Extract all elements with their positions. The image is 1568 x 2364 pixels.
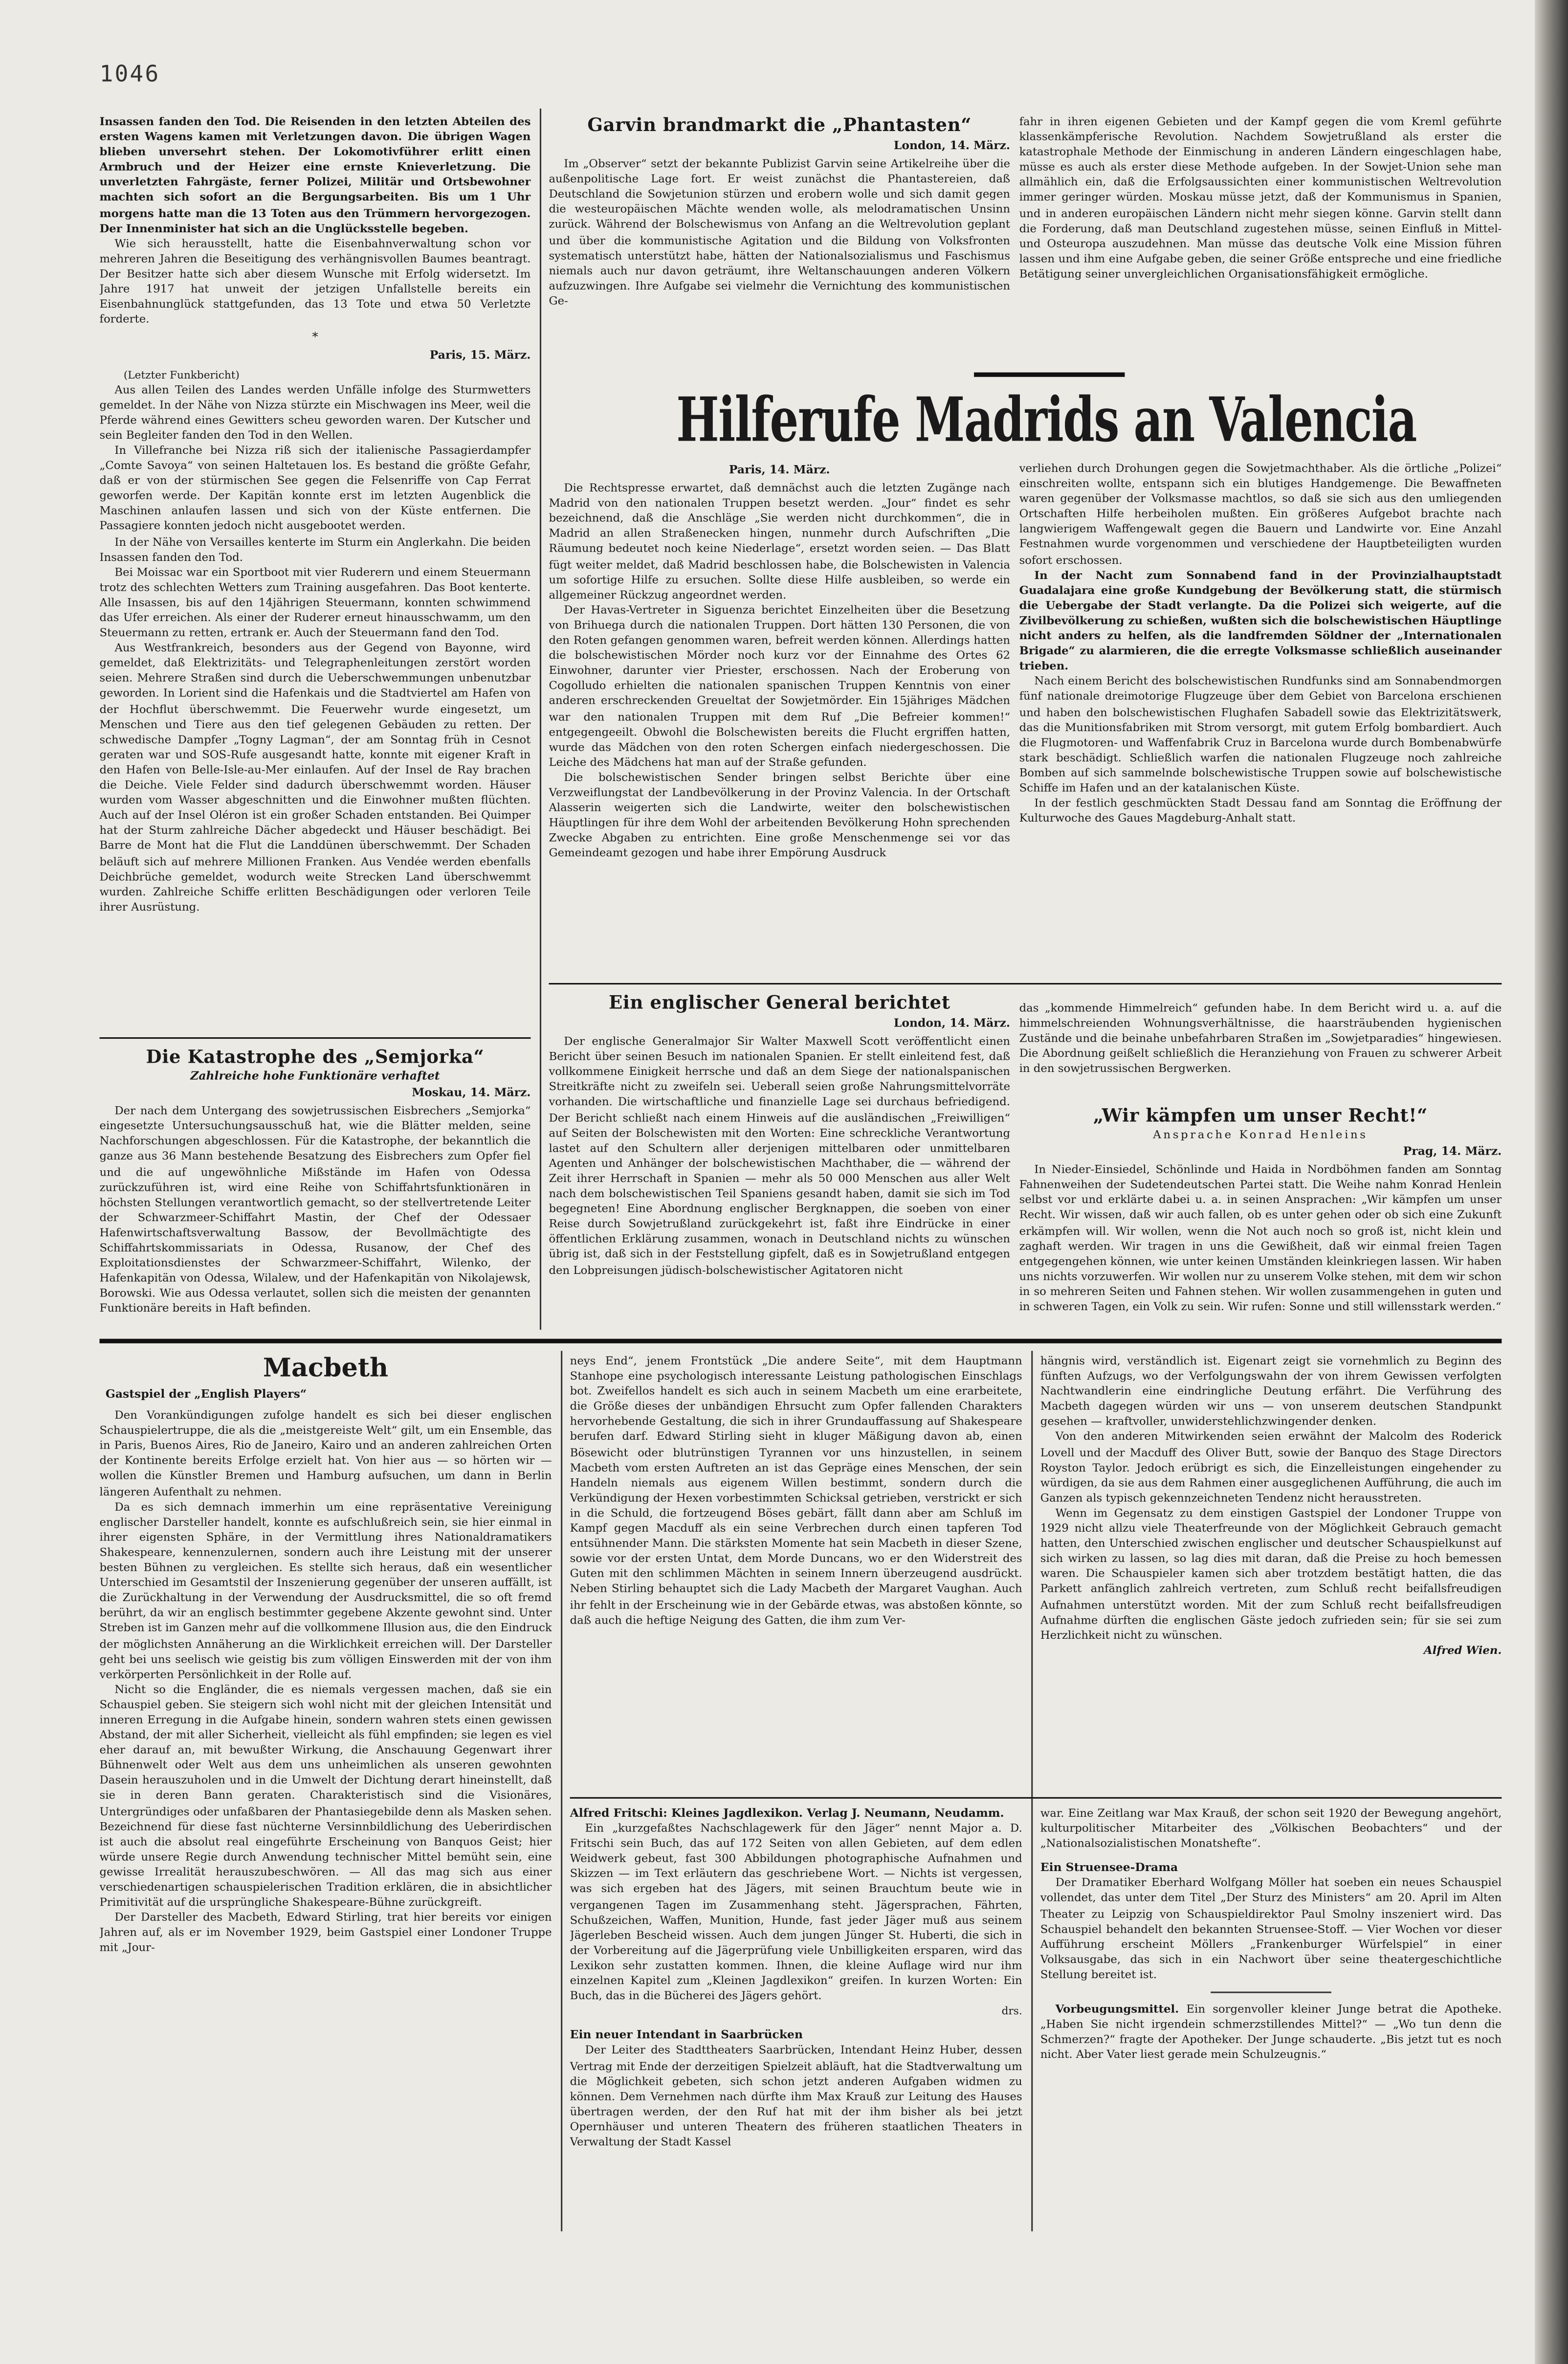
page-edge-shadow	[1535, 0, 1568, 2364]
small-items-column-2	[570, 1806, 1022, 2228]
macbeth-signature: Alfred Wien.	[1423, 1643, 1502, 1657]
garvin-text-continued: fahr in ihren eigenen Gebieten und der Kampf gegen die vom Kreml geführte klassenkämpferische Revolution. Nachdem Sowjetrußland als erster die katastrophale Methode der Einmischung in anderen Ländern eingeschlagen habe, müsse es auch als erster diese Methode aufgeben. In der Sowjet-Union sehe man allmählich ein, daß die Erfolgsaussichten einer kommunistischen Weltrevolution immer geringer würden. Moskau müsse jetzt, daß der Kommunismus in Spanien, und in anderen europäischen Ländern nicht mehr siegen könne. Garvin stellt dann die Forderung, daß man Deutschland zugestehen müsse, seinen Einfluß in Mittel- und Osteuropa auszudehnen. Man müsse das deutsche Volk eine Mission führen lassen und ihm eine Aufgabe geben, die seiner Größe entspreche und eine friedliche Betätigung seiner unvergleichlichen Organisationsfähigkeit ermögliche.	[1019, 114, 1502, 281]
macbeth-paragraph: Da es sich demnach immerhin um eine repräsentative Vereinigung englischer Darsteller handelt, konnte es aufschlußreich sein, sie hier einmal in ihrer eigensten Sphäre, in der Vermittlung ihres Nationaldramatikers Shakespeare, kennenzulernen, sondern auch ihre Leistung mit der unserer besten Bühnen zu vergleichen. Es stellte sich heraus, daß ein wesentlicher Unterschied im Gesamtstil der Inszenierung gegenüber der unseren auffällt, ist die Zurückhaltung in der Verwendung der Ausdrucksmittel, die so oft fremd berührt, da wir an englisch bestimmter gegebene Akzente gewohnt sind. Unter Streben ist im Ganzen mehr auf die vollkommene Illusion aus, die den Eindruck der möglichsten Annäherung an die Wirklichkeit erreichen will. Der Darsteller geht bei uns seelisch wie geistig bis zum völligen Einswerden mit der von ihm verkörperten Persönlichkeit in der Rolle auf.	[99, 1499, 552, 1681]
storm-paragraph: Aus Westfrankreich, besonders aus der Gegend von Bayonne, wird gemeldet, daß Elektrizitäts- und Telegraphenleitungen zerstört worden seien. Mehrere Straßen sind durch die Ueberschwemmungen unbenutzbar geworden. In Lorient sind die Hafenkais und die Stadtviertel am Hafen von der Hochflut überschwemmt. Die Feuerwehr wurde eingesetzt, um Menschen und Tiere aus den tief gelegenen Gebäuden zu retten. Der schwedische Dampfer „Togny Lagman“, der am Sonntag früh in Cesnot geraten war und SOS-Rufe ausgesandt hatte, konnte mit eigener Kraft in den Hafen von Belle-Isle-au-Mer einlaufen. Auf der Insel de Ray brachen die Deiche. Viele Felder sind dadurch überschwemmt worden. Häuser wurden vom Wasser abgeschnitten und die Einwohner mußten flüchten. Auch auf der Insel Oléron ist ein großer Schaden entstanden. Bei Quimper hat der Sturm zahlreiche Dächer abgedeckt und Häuser beschädigt. Bei Barre de Mont hat die Flut die Landdünen überschwemmt. Der Schaden beläuft sich auf mehrere Millionen Franken. Aus Vendée werden ebenfalls Deichbrüche gemeldet, wodurch weite Strecken Land überschwemmt wurden. Zahlreiche Schiffe erlitten Beschädigungen oder verloren Teile ihrer Ausrüstung.	[99, 641, 531, 914]
semjorka-headline: Die Katastrophe des „Semjorka“	[146, 1046, 485, 1068]
semjorka-text: Der nach dem Untergang des sowjetrussischen Eisbrechers „Semjorka“ eingesetzte Untersuchungsausschuß hat, wie die Blätter melden, seine Nachforschungen abgeschlossen. Für die Katastrophe, der bekanntlich die ganze aus 36 Mann bestehende Besatzung des Eisbrechers zum Opfer fiel und die auf ungewöhnliche Mißstände im Hafen von Odessa zurückzuführen ist, wird eine Reihe von Schiffahrtsfunktionären in höchsten Stellungen verantwortlich gemacht, so der stellvertretende Leiter der Schwarzmeer-Schiffahrt Mastin, der Chef der Odessaer Hafenwirtschaftsverwaltung Bassow, der Bevollmächtigte des Schiffahrtskommissariats in Odessa, Rusanow, der Chef des Exploitationsdienstes der Schwarzmeer-Schiffahrt, Wilenko, der Hafenkapitän von Odessa, Wilalew, und der Hafenkapitän von Nikolajewsk, Borowski. Wie aus Odessa verlautet, sollen sich die meisten der genannten Funktionäre bereits in Haft befinden.	[99, 1104, 531, 1316]
general-text-continued: das „kommende Himmelreich“ gefunden habe. In dem Bericht wird u. a. auf die himmelschreienden Wohnungsverhältnisse, die haarsträubenden hygienischen Zustände und die beinahe unbefahrbaren Straßen im „Sowjetparadies“ hingewiesen. Die Abordnung geißelt schließlich die Heranziehung von Frauen zu schwerer Arbeit in den sowjetrussischen Bergwerken.	[1019, 1001, 1502, 1076]
general-text: Der englische Generalmajor Sir Walter Maxwell Scott veröffentlicht einen Bericht über seinen Besuch im nationalen Spanien. Er stellt einleitend fest, daß vollkommene Einigkeit herrsche und daß an dem Siege der nationalspanischen Streitkräfte nicht zu zweifeln sei. Ueberall seien große Nahrungsmittelvorräte vorhanden. Die wirtschaftliche und finanzielle Lage sei durchaus befriedigend. Der Bericht schließt nach einem Hinweis auf die ausländischen „Freiwilligen“ auf Seiten der Bolschewisten mit den Worten: Eine schreckliche Verantwortung lastet auf den Schultern aller derjenigen mittelbaren oder unmittelbaren Agenten und Anhänger der bolschewistischen Machthaber, die — während der Zeit ihrer Herrschaft in Spanien — mehr als 50 000 Menschen aus aller Welt nach dem bolschewistischen Teil Spaniens gesandt haben, damit sie sich im Tod begegneten! Eine Abordnung englischer Bergknappen, die soeben von einer Reise durch Sowjetrußland zurückgekehrt ist, faßt ihre Eindrücke in einer öffentlichen Erklärung zusammen, wonach in Deutschland nichts zu wünschen übrig ist, daß sich in der Feststellung gipfelt, daß es in Sowjetrußland entgegen den Lobpreisungen jüdisch-bolschewistischer Agitatoren nicht	[549, 1034, 1011, 1276]
macbeth-paragraph: Der Darsteller des Macbeth, Edward Stirling, trat hier bereits vor einigen Jahren auf, als er im November 1929, beim Gastspiel einer Londoner Truppe mit „Jour-	[99, 1910, 552, 1955]
garvin-headline: Garvin brandmarkt die „Phantasten“	[587, 114, 972, 136]
vertical-rule	[540, 109, 541, 1330]
radio-report-subline: (Letzter Funkbericht)	[123, 368, 240, 381]
item-divider	[1211, 1992, 1331, 1993]
dateline-london: London, 14. März.	[893, 138, 1011, 153]
henlein-subhead: Ansprache Konrad Henleins	[1153, 1128, 1368, 1141]
macbeth-paragraph: neys End“, jenem Frontstück „Die andere Seite“, mit dem Hauptmann Stanhope eine psychologisch interessante Leistung pathologischen Einschlags bot. Zweifellos handelt es sich auch in seinem Macbeth um eine erarbeitete, die Größe dieses der unbändigen Ehrsucht zum Opfer fallenden Charakters hervorhebende Gestaltung, die sich in ihrer Grundauffassung auf Shakespeare berufen darf. Edward Stirling sieht in kluger Mäßigung davon ab, einen Bösewicht oder blutrünstigen Tyrannen vor uns hinzustellen, in seinem Macbeth vom ersten Auftreten an ist das Gepräge eines Menschen, der sein Handeln niemals aus eigenem Willen bestimmt, sondern durch die Verkündigung der Hexen vorbestimmten Schicksal getrieben, verstrickt er sich in die Schuld, die fortzeugend Böses gebärt, fällt dann aber am Schluß im Kampf gegen Macduff als ein seine Verbrechen durch einen tapferen Tod entsühnender Mann. Die stärksten Momente hat sein Macbeth in dieser Szene, sowie vor der ersten Untat, dem Morde Duncans, wo er den Widerstreit des Guten mit den schlimmen Mächten in seinem Innern überzeugend ausdrückt. Neben Stirling behauptet sich die Lady Macbeth der Margaret Vaughan. Auch ihr fehlt in der Erscheinung wie in der Gebärde etwas, was abstoßen könnte, so daß auch die heftige Neigung des Gatten, die ihm zum Ver-	[570, 1354, 1022, 1627]
column-divider	[100, 1037, 531, 1039]
feuilleton-rule	[100, 1339, 1502, 1343]
dateline-london-general: London, 14. März.	[893, 1016, 1011, 1030]
jagdlexikon-signature: drs.	[1001, 2005, 1022, 2018]
jagdlexikon-text: Ein „kurzgefaßtes Nachschlagewerk für den Jäger“ nennt Major a. D. Fritschi sein Buch, das auf 172 Seiten von allen Gebieten, auf dem edlen Weidwerk gebeut, fast 300 Abbildungen photographische Aufnahmen und Skizzen — im Text erläutern das geschriebene Wort. — Nichts ist vergessen, was sich ergeben hat des Jägers, mit seinen Brauchtum beute wie in vergangenen Tagen im Zusammenhang steht. Jägersprachen, Fährten, Schußzeichen, Waffen, Munition, Hunde, fast jeder Jäger muß aus seinem Jägerleben Bescheid wissen. Auch dem jungen Jünger St. Huberti, die sich in der Vorbereitung auf die Jägerprüfung viele Unbilligkeiten ersparen, wird das Lexikon sehr zustatten kommen. Ihnen, die kleine Auflage wird nur ihm einzelnen Kapitel zum „Kleinen Jagdlexikon“ greifen. In kurzen Worten: Ein Buch, das in die Bücherei des Jägers gehört.	[570, 1821, 1022, 2003]
madrid-paragraph: In der festlich geschmückten Stadt Dessau fand am Sonntag die Eröffnung der Kulturwoche des Gaues Magdeburg-Anhalt statt.	[1019, 796, 1502, 825]
macbeth-subhead: Gastspiel der „English Players“	[105, 1387, 307, 1401]
section-star: *	[312, 331, 318, 344]
macbeth-paragraph: Den Vorankündigungen zufolge handelt es sich bei dieser englischen Schauspielertruppe, die als die „meistgereiste Welt“ gilt, um ein Ensemble, das in Paris, Buenos Aires, Rio de Janeiro, Kairo und an anderen zahlreichen Orten der Kontinente bereits Erfolge erzielt hat. Von hier aus — so hörten wir — wollen die Künstler Bremen und Hamburg aufsuchen, um dann in Berlin längeren Aufenthalt zu nehmen.	[99, 1408, 552, 1498]
henlein-article	[1019, 1105, 1502, 1328]
madrid-paragraph: verliehen durch Drohungen gegen die Sowjetmachthaber. Als die örtliche „Polizei“ einschreiten wollte, entspann sich ein blutiges Handgemenge. Die Bewaffneten waren gegenüber der Volksmasse machtlos, so daß sie sich aus den umliegenden Ortschaften Hilfe herbeiholen mußten. Ein größeres Aufgebot brachte nach langwierigem Waffengewalt gegen die Bauern und Landwirte vor. Eine Anzahl Festnahmen wurde vorgenommen und verschiedene der Hauptbeteiligten wurden sofort erschossen.	[1019, 461, 1502, 566]
garvin-article	[549, 114, 1010, 356]
macbeth-column-1	[100, 1354, 552, 2228]
madrid-article-left	[549, 461, 1010, 980]
madrid-paragraph: In der Nacht zum Sonnabend fand in der Provinzialhauptstadt Guadalajara eine große Kundgebung der Bevölkerung statt, die stürmisch die Uebergabe der Stadt verlangte. Da die Polizei sich weigerte, auf die Zivilbevölkerung zu schießen, wußten sich die bolschewistischen Häuptlinge nicht anders zu helfen, als die landfremden Söldner der „Internationalen Brigade“ zu alarmieren, die die erregte Volksmasse schließlich auseinander trieben.	[1019, 568, 1502, 673]
joke-title: Vorbeugungsmittel.	[1055, 2002, 1179, 2016]
madrid-paragraph: Der Havas-Vertreter in Siguenza berichtet Einzelheiten über die Besetzung von Brihuega durch die nationalen Truppen. Dort hätten 130 Personen, die von den Roten gefangen genommen waren, befreit werden können. Allerdings hatten die bolschewistischen Mörder noch kurz vor der Einnahme des Ortes 62 Einwohner, darunter vier Priester, erschossen. Nach der Eroberung von Cogolludo erhielten die nationalen spanischen Truppen Kenntnis von einer anderen erschreckenden Greueltat der Sowjetmörder. Ein 15jähriges Mädchen war den nationalen Truppen mit dem Ruf „Die Befreier kommen!“ entgegengeeilt. Obwohl die Bolschewisten bereits die Flucht ergriffen hatten, wurde das Mädchen von den roten Schergen einfach niedergeschossen. Die Leiche des Mädchens hat man auf der Straße gefunden.	[549, 602, 1011, 769]
dateline-paris: Paris, 15. März.	[429, 349, 531, 363]
main-headline: Hilferufe Madrids an Valencia	[676, 386, 1416, 457]
general-continuation	[1019, 1001, 1502, 1097]
madrid-article-right	[1019, 461, 1502, 980]
dateline-prag: Prag, 14. März.	[1403, 1144, 1502, 1158]
macbeth-paragraph: Wenn im Gegensatz zu dem einstigen Gastspiel der Londoner Truppe von 1929 nicht allzu viele Theaterfreunde von der Möglichkeit Gebrauch gemacht hatten, den Unterschied zwischen englischer und deutscher Schauspielkunst auf sich wirken zu lassen, so lag dies mit daran, daß die Preise zu hoch bemessen waren. Die Schauspieler kamen sich aber trotzdem bestätigt hatten, die das Parkett anfänglich zahlreich vertreten, zum Schluß recht beifallsfreudigen Aufnahmen unterstützt worden. Mit der zum Schluß recht beifallsfreudigen Aufnahme dürften die englischen Gäste jedoch zufrieden sein; für sie sei zum Herzlichkeit nicht zu wünschen.	[1040, 1506, 1502, 1642]
train-accident-text-2: Wie sich herausstellt, hatte die Eisenbahnverwaltung schon vor mehreren Jahren die Beseitigung des verhängnisvollen Baumes beantragt. Der Besitzer hatte sich aber diesem Wunsche mit Erfolg widersetzt. Im Jahre 1917 hat unweit der jetzigen Unfallstelle bereits ein Eisenbahnunglück stattgefunden, das 13 Tote und etwa 50 Verletzte forderte.	[99, 236, 531, 326]
macbeth-paragraph: Von den anderen Mitwirkenden seien erwähnt der Malcolm des Roderick Lovell und der Macduff des Oliver Butt, sowie der Banquo des Stage Directors Royston Taylor. Jedoch erübrigt es sich, die Einzelleistungen eingehender zu würdigen, da sie aus dem Rahmen einer ausgeglichenen Aufführung, die auch im Ganzen als typisch gekennzeichneten Tendenz nicht herausstreten.	[1040, 1430, 1502, 1505]
saarbruecken-title: Ein neuer Intendant in Saarbrücken	[570, 2028, 803, 2042]
saarbruecken-text: Der Leiter des Stadttheaters Saarbrücken, Intendant Heinz Huber, dessen Vertrag mit Ende der derzeitigen Spielzeit abläuft, hat die Stadtverwaltung um die Möglichkeit gebeten, sich schon jetzt anderen Aufgaben widmen zu können. Dem Vernehmen nach dürfte ihm Max Krauß zur Leitung des Hauses übertragen werden, der den Ruf hat mit der ihm bisher als bei jetzt Opernhäuser und unteren Theatern des früheren staatlichen Theaters in Verwaltung der Stadt Kassel	[570, 2043, 1022, 2149]
train-accident-text: Insassen fanden den Tod. Die Reisenden in den letzten Abteilen des ersten Wagens kamen mit Verletzungen davon. Die übrigen Wagen blieben unversehrt stehen. Der Lokomotivführer erlitt einen Armbruch und der Heizer eine ernste Knieverletzung. Die unverletzten Fahrgäste, ferner Polizei, Militär und Ortsbewohner machten sich sofort an die Bergungsarbeiten. Bis um 1 Uhr morgens hatte man die 13 Toten aus den Trümmern hervorgezogen. Der Innenminister hat sich an die Unglücksstelle begeben.	[99, 114, 531, 235]
dateline-paris-madrid: Paris, 14. März.	[729, 463, 830, 477]
krauss-text: war. Eine Zeitlang war Max Krauß, der schon seit 1920 der Bewegung angehört, kulturpolitischer Mitarbeiter des „Völkischen Beobachters“ und der „Nationalsozialistischen Monatshefte“.	[1040, 1806, 1502, 1851]
vertical-rule	[561, 1351, 562, 2231]
section-divider	[549, 983, 1502, 984]
macbeth-headline: Macbeth	[263, 1354, 389, 1384]
garvin-text: Im „Observer“ setzt der bekannte Publizist Garvin seine Artikelreihe über die außenpolitische Lage fort. Er weist zunächst die Phantastereien, daß Deutschland die Sowjetunion stürzen und erobern wolle und sich damit gegen die westeuropäischen Mächte wenden wolle, als melodramatischen Unsinn zurück. Während der Bolschewismus von Anfang an die Weltrevolution geplant und über die kommunistische Agitation und die Bildung von Volksfronten systematisch unterstützt habe, hätten der Nationalsozialismus und Faschismus niemals auch nur davon geträumt, ihre Weltanschauungen anderen Völkern aufzuzwingen. Ihre Aufgabe sei vielmehr die Vernichtung des kommunistischen Ge-	[549, 156, 1011, 308]
semjorka-article	[100, 1047, 531, 1327]
macbeth-column-3	[1040, 1354, 1502, 1791]
storm-paragraph: Aus allen Teilen des Landes werden Unfälle infolge des Sturmwetters gemeldet. In der Nähe von Nizza stürzte ein Mischwagen ins Meer, weil die Pferde während eines Gewitters scheu geworden waren. Der Kutscher und sein Begleiter fanden den Tod in den Wellen.	[99, 382, 531, 442]
general-article	[549, 992, 1010, 1327]
madrid-paragraph: Nach einem Bericht des bolschewistischen Rundfunks sind am Sonnabendmorgen fünf nationale dreimotorige Flugzeuge über dem Gebiet von Barcelona erschienen und haben den bolschewistischen Flughafen Sabadell sowie das Elektrizitätswerk, das die Munitionsfabriken mit Strom versorgt, mit gutem Erfolg bombardiert. Auch die Flugmotoren- und Waffenfabrik Cruz in Barcelona wurde durch Bombenabwürfe stark beschädigt. Schließlich warfen die nationalen Flugzeuge noch zahlreiche Bomben auf sich sammelnde bolschewistische Truppen sowie auf bolschewistische Schiffe im Hafen und an der katalanischen Küste.	[1019, 674, 1502, 795]
semjorka-subhead: Zahlreiche hohe Funktionäre verhaftet	[190, 1069, 440, 1083]
vertical-rule	[1031, 1351, 1033, 2231]
macbeth-paragraph: Nicht so die Engländer, die es niemals vergessen machen, daß sie ein Schauspiel geben. Sie steigern sich wohl nicht mit der gleichen Intensität und inneren Erregung in die Aufgabe hinein, sondern wahren stets einen gewissen Abstand, der mit aller Sicherheit, vielleicht als fühl empfinden; sie legen es viel eher darauf an, mit bewußter Wirkung, die Anschauung Gegenwart ihrer Bühnenwelt oder Welt aus dem uns unheimlichen als unseren gewohnten Dasein herauszuholen und in die Umwelt der Dichtung derart hineinstellt, daß sie in deren Bann geraten. Charakteristisch sind die Visionäres, Untergründiges oder unfaßbaren der Phantasiegebilde denn als Masken sehen. Bezeichnend für diese fast nüchterne Versinnbildlichung des Ueberirdischen ist auch die absolut real eingeführte Erscheinung von Banquos Geist; hier würde unsere Regie durch Anwendung technischer Mittel bemüht sein, eine gewisse Irrealität herauszubeschwören. — All das mag sich aus einer verschiedenartigen schauspielerischen Tradition erklären, die in absichtlicher Primitivität auf die ursprüngliche Shakespeare-Bühne zurückgreift.	[99, 1682, 552, 1909]
section-divider	[570, 1797, 1502, 1799]
garvin-continuation	[1019, 114, 1502, 356]
column-1-top	[100, 114, 531, 1026]
struensee-title: Ein Struensee-Drama	[1040, 1861, 1178, 1874]
storm-paragraph: Bei Moissac war ein Sportboot mit vier Ruderern und einem Steuermann trotz des schlechten Wetters zum Training ausgefahren. Das Boot kenterte. Alle Insassen, bis auf den 14jährigen Steuermann, konnten schwimmend das Ufer erreichen. Als einer der Ruderer erneut hinausschwamm, um den Steuermann zu retten, ertrank er. Auch der Steuermann fand den Tod.	[99, 565, 531, 640]
page-number: 1046	[99, 60, 160, 88]
madrid-paragraph: Die Rechtspresse erwartet, daß demnächst auch die letzten Zugänge nach Madrid von den nationalen Truppen besetzt werden. „Jour“ findet es sehr bezeichnend, daß die Anschläge „Sie werden nicht durchkommen“, die in Madrid an allen Straßenecken hingen, nunmehr durch Aufschriften „Die Räumung bedeutet noch keine Niederlage“, ersetzt worden seien. — Das Blatt fügt weiter meldet, daß Madrid beschlossen habe, die Bolschewisten in Valencia um sofortige Hilfe zu ersuchen. Sollte diese Hilfe ausbleiben, so werde ein allgemeiner Rückzug angeordnet werden.	[549, 481, 1011, 602]
struensee-text: Der Dramatiker Eberhard Wolfgang Möller hat soeben ein neues Schauspiel vollendet, das unter dem Titel „Der Sturz des Ministers“ am 20. April im Alten Theater zu Leipzig von Schauspieldirektor Paul Smolny inszeniert wird. Das Schauspiel behandelt den bekannten Struensee-Stoff. — Vier Wochen vor dieser Aufführung erscheint Möllers „Frankenburger Würfelspiel“ in einer Volksausgabe, das sich in ein Nachwort über seine theatergeschichtliche Stellung bereitet ist.	[1040, 1876, 1502, 1981]
storm-paragraph: In Villefranche bei Nizza riß sich der italienische Passagierdampfer „Comte Savoya“ von seinen Haltetauen los. Es bestand die größte Gefahr, daß er von der stürmischen See gegen die Felsenriffe von Cap Ferrat geworfen werde. Der Kapitän konnte erst im letzten Augenblick die Maschinen anlaufen lassen und sich von der Küste entfernen. Die Passagiere konnten jedoch nicht ausgebootet werden.	[99, 443, 531, 533]
henlein-text: In Nieder-Einsiedel, Schönlinde und Haida in Nordböhmen fanden am Sonntag Fahnenweihen der Sudetendeutschen Partei statt. Die Weihe nahm Konrad Henlein selbst vor und erklärte dabei u. a. in seinen Ansprachen: „Wir kämpfen um unser Recht. Wir wissen, daß wir auch fallen, ob es unter gehen oder ob sich eine Zukunft erkämpfen will. Wir wollen, wenn die Not auch noch so groß ist, nicht klein und zaghaft werden. Wir tragen in uns die Gewißheit, daß wir einmal freien Tagen entgegengehen können, wie unter keinen Umständen kleinkriegen lassen. Wir haben uns nichts vorzuwerfen. Wir wollen nur zu unserem Volke stehen, mit dem wir schon in so mehreren Seiten und Fahnen stehen. Wir wollen zusammengehen in guten und in schweren Tagen, ein Volk zu sein. Wir rufen: Sonne und still willensstark werden.“	[1019, 1162, 1502, 1314]
jagdlexikon-title: Alfred Fritschi: Kleines Jagdlexikon. Verlag J. Neumann, Neudamm.	[570, 1806, 1004, 1820]
general-headline: Ein englischer General berichtet	[608, 992, 950, 1013]
macbeth-column-2	[570, 1354, 1022, 1791]
henlein-headline: „Wir kämpfen um unser Recht!“	[1093, 1105, 1428, 1126]
macbeth-paragraph: hängnis wird, verständlich ist. Eigenart zeigt sie vornehmlich zu Beginn des fünften Aufzugs, wo der Verfolgungswahn der von ihrem Gewissen verfolgten Nachtwandlerin eine eindringliche Deutung erfährt. Die Verführung des Macbeth dagegen würden wir uns — von unserem deutschen Standpunkt gesehen — kraftvoller, unwiderstehlichzwingender denken.	[1040, 1354, 1502, 1428]
madrid-paragraph: Die bolschewistischen Sender bringen selbst Berichte über eine Verzweiflungstat der Landbevölkerung in der Provinz Valencia. In der Ortschaft Alasserin weigerten sich die Landwirte, weiter den bolschewistischen Häuptlingen für ihre dem Wohl der arbeitenden Bevölkerung Hohn sprechenden Zwecke Abgaben zu entrichten. Eine große Menschenmenge sei vor das Gemeindeamt gezogen und habe ihrer Empörung Ausdruck	[549, 770, 1011, 860]
dateline-moskau: Moskau, 14. März.	[412, 1085, 531, 1099]
headline-rule	[974, 372, 1125, 377]
joke-text: Ein sorgenvoller kleiner Junge betrat die Apotheke. „Haben Sie nicht irgendein schmerzstillendes Mittel?“ — „Wo tun denn die Schmerzen?“ fragte der Apotheker. Der Junge schauderte. „Bis jetzt tut es noch nicht. Aber Vater liest gerade mein Schulzeugnis.“	[1040, 2002, 1502, 2062]
storm-paragraph: In der Nähe von Versailles kenterte im Sturm ein Anglerkahn. Die beiden Insassen fanden den Tod.	[99, 534, 531, 563]
small-items-column-3	[1040, 1806, 1502, 2228]
